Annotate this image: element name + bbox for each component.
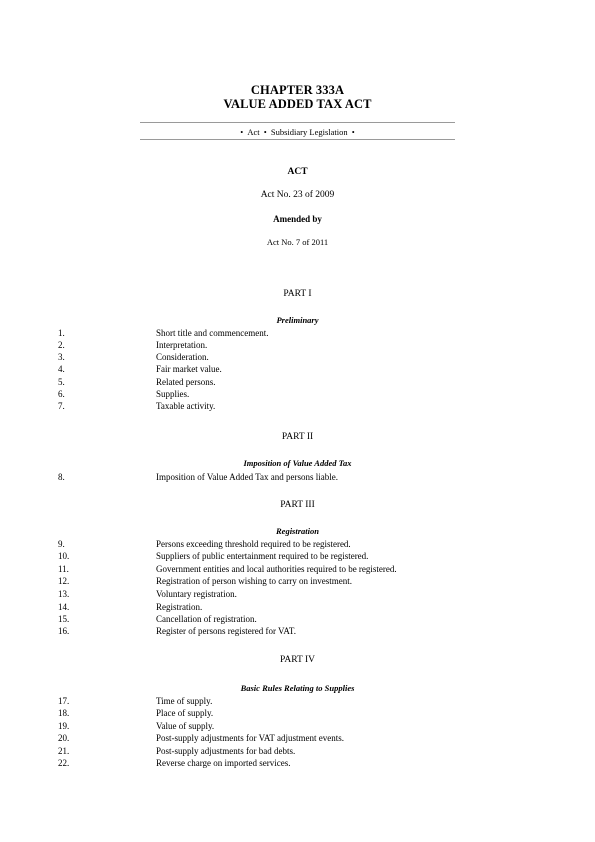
section-number: 19. (58, 721, 70, 731)
section-title: Government entities and local authorities required to be registered. (156, 564, 397, 574)
section-number: 8. (58, 472, 65, 482)
section-number: 6. (58, 389, 65, 399)
toc-entry[interactable] (58, 707, 458, 719)
divider-top (140, 122, 455, 123)
toc-entry[interactable] (58, 613, 458, 625)
part-title: Basic Rules Relating to Supplies (240, 683, 355, 693)
part-label: PART IV (279, 655, 316, 665)
section-number: 2. (58, 340, 65, 350)
divider-bottom (140, 139, 455, 140)
section-number: 18. (58, 708, 70, 718)
section-title: Voluntary registration. (156, 589, 237, 599)
toc-entry[interactable] (58, 575, 458, 587)
toc-entry[interactable] (58, 376, 458, 388)
section-number: 20. (58, 733, 70, 743)
toc-entry[interactable] (58, 351, 458, 363)
section-title: Post-supply adjustments for VAT adjustment events. (156, 733, 344, 743)
toc-entry[interactable] (58, 339, 458, 351)
section-number: 9. (58, 539, 65, 549)
section-title: Consideration. (156, 352, 209, 362)
toc-entry[interactable] (58, 471, 458, 483)
toc-entry[interactable] (58, 745, 458, 757)
act-number: Act No. 23 of 2009 (260, 190, 335, 200)
toc-entry[interactable] (58, 695, 458, 707)
section-number: 14. (58, 602, 70, 612)
amended-by-label: Amended by (273, 214, 322, 224)
section-title: Short title and commencement. (156, 328, 269, 338)
section-title: Register of persons registered for VAT. (156, 626, 296, 636)
section-number: 12. (58, 576, 70, 586)
toc-entry[interactable] (58, 538, 458, 550)
nav-bullet: • (263, 127, 267, 137)
toc-entry[interactable] (58, 388, 458, 400)
part-title: Imposition of Value Added Tax (243, 458, 352, 468)
section-number: 1. (58, 328, 65, 338)
section-title: Related persons. (156, 377, 216, 387)
section-title: Reverse charge on imported services. (156, 758, 291, 768)
toc-entry[interactable] (58, 601, 458, 613)
part-title: Preliminary (276, 315, 319, 325)
part-label: PART I (283, 289, 312, 299)
section-title: Interpretation. (156, 340, 208, 350)
part-label: PART II (281, 432, 314, 442)
section-number: 13. (58, 589, 70, 599)
toc-entry[interactable] (58, 327, 458, 339)
section-title: Imposition of Value Added Tax and persons liable. (156, 472, 339, 482)
section-number: 22. (58, 758, 70, 768)
section-number: 21. (58, 746, 70, 756)
section-title: Supplies. (156, 389, 190, 399)
section-title: Cancellation of registration. (156, 614, 257, 624)
section-title: Taxable activity. (156, 401, 216, 411)
section-title: Suppliers of public entertainment required to be registered. (156, 551, 369, 561)
toc-entry[interactable] (58, 363, 458, 375)
amended-by-act: Act No. 7 of 2011 (266, 237, 329, 247)
part-title: Registration (276, 526, 319, 536)
section-number: 7. (58, 401, 65, 411)
section-title: Time of supply. (156, 696, 213, 706)
toc-entry[interactable] (58, 720, 458, 732)
toc-entry[interactable] (58, 550, 458, 562)
toc-entry[interactable] (58, 400, 458, 412)
toc-entry[interactable] (58, 625, 458, 637)
section-number: 3. (58, 352, 65, 362)
nav-subsidiary-link[interactable]: Subsidiary Legislation (270, 127, 348, 137)
section-title: Registration of person wishing to carry on investment. (156, 576, 352, 586)
section-number: 17. (58, 696, 70, 706)
section-title: Fair market value. (156, 364, 222, 374)
chapter-heading: CHAPTER 333A (250, 83, 345, 97)
section-number: 4. (58, 364, 65, 374)
toc-entry[interactable] (58, 732, 458, 744)
section-title: Value of supply. (156, 721, 215, 731)
section-title: Registration. (156, 602, 203, 612)
section-number: 16. (58, 626, 70, 636)
section-title: Place of supply. (156, 708, 214, 718)
toc-entry[interactable] (58, 757, 458, 769)
legislation-nav (0, 127, 595, 137)
nav-bullet: • (351, 127, 355, 137)
act-title-heading: VALUE ADDED TAX ACT (223, 97, 372, 111)
section-title: Persons exceeding threshold required to be registered. (156, 539, 351, 549)
section-number: 5. (58, 377, 65, 387)
toc-entry[interactable] (58, 588, 458, 600)
nav-bullet: • (240, 127, 244, 137)
part-label: PART III (280, 500, 315, 510)
nav-act-link[interactable]: Act (247, 127, 260, 137)
toc-entry[interactable] (58, 563, 458, 575)
section-number: 11. (58, 564, 69, 574)
section-title: Post-supply adjustments for bad debts. (156, 746, 296, 756)
act-heading: ACT (287, 167, 308, 177)
section-number: 15. (58, 614, 70, 624)
section-number: 10. (58, 551, 70, 561)
